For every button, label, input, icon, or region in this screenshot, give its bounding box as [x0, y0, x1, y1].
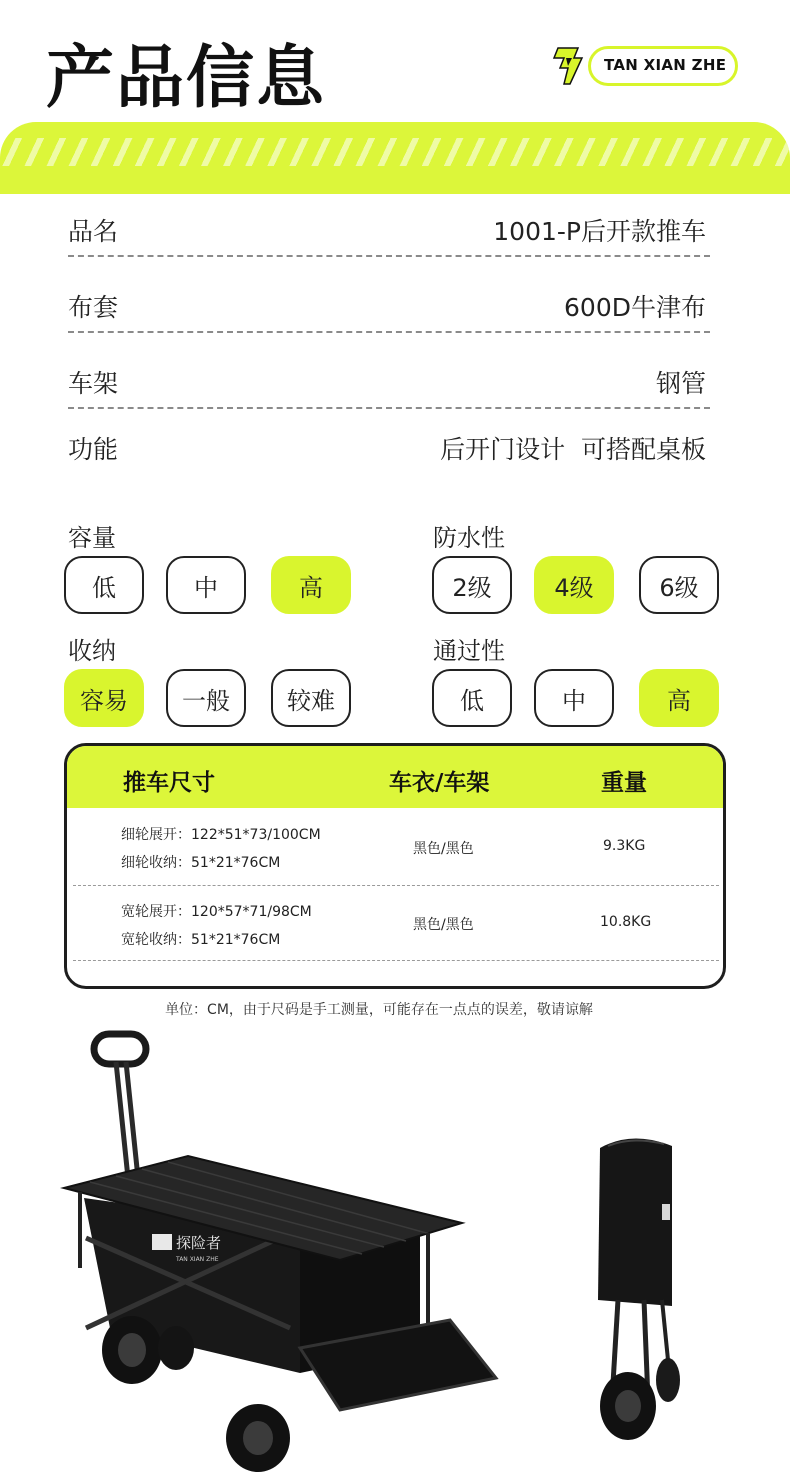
divider: [68, 331, 710, 333]
spec-row-name: [68, 212, 710, 252]
waterproof-option: 4级: [534, 556, 614, 614]
table-header: [67, 746, 726, 808]
folded-cover: [598, 1138, 672, 1306]
row-weight: 10.8KG: [600, 914, 652, 930]
spec-row-fabric: [68, 288, 710, 328]
brand-name: TAN XIAN ZHE: [604, 56, 727, 74]
passability-title: 通过性: [433, 637, 505, 665]
spec-value: 600D牛津布: [564, 293, 706, 322]
cart-folded-photo: [588, 1130, 688, 1445]
table-divider: [73, 960, 719, 961]
waterproof-option: 2级: [432, 556, 512, 614]
header-size: 推车尺寸: [123, 770, 215, 796]
product-logo-icon: [152, 1234, 172, 1250]
storage-option: 一般: [166, 669, 246, 727]
folded-wheel: [600, 1372, 656, 1440]
front-wheel: [226, 1404, 290, 1472]
header-color: 车衣/车架: [389, 770, 490, 796]
spec-row-frame: [68, 364, 710, 404]
spec-row-function: [68, 430, 710, 470]
size-fold: 细轮收纳：51*21*76CM: [121, 855, 281, 871]
folded-label: [662, 1204, 670, 1220]
product-logo-cn: 探险者: [176, 1234, 222, 1252]
storage-option: 较难: [271, 669, 351, 727]
small-wheel: [158, 1326, 194, 1370]
waterproof-title: 防水性: [433, 524, 505, 552]
divider: [68, 407, 710, 409]
waterproof-option: 6级: [639, 556, 719, 614]
spec-value: 后开门设计 可搭配桌板: [440, 435, 706, 464]
product-logo-en: TAN XIAN ZHE: [176, 1256, 219, 1263]
measurement-note: 单位：CM，由于尺码是手工测量，可能存在一点点的误差，敬请谅解: [165, 1002, 593, 1018]
table-divider: [73, 885, 719, 886]
size-open: 细轮展开：122*51*73/100CM: [121, 827, 321, 843]
storage-option: 容易: [64, 669, 144, 727]
capacity-title: 容量: [68, 524, 116, 552]
row-weight: 9.3KG: [603, 838, 646, 854]
size-fold: 宽轮收纳：51*21*76CM: [121, 932, 281, 948]
storage-title: 收纳: [68, 637, 116, 665]
spec-value: 1001-P后开款推车: [493, 217, 706, 246]
passability-option: 高: [639, 669, 719, 727]
spec-label: 功能: [68, 435, 119, 464]
cart-open-photo: [50, 1028, 510, 1473]
brand-badge: [548, 44, 740, 88]
spec-label: 车架: [68, 369, 119, 398]
band-stripes: [0, 138, 790, 166]
capacity-option: 高: [271, 556, 351, 614]
spec-label: 布套: [68, 293, 119, 322]
capacity-option: 低: [64, 556, 144, 614]
accent-band: [0, 122, 790, 194]
size-open: 宽轮展开：120*57*71/98CM: [121, 904, 312, 920]
cart-handle: [94, 1034, 146, 1064]
spec-label: 品名: [68, 217, 119, 246]
row-color: 黑色/黑色: [413, 841, 474, 857]
header-weight: 重量: [601, 770, 647, 796]
passability-option: 低: [432, 669, 512, 727]
passability-option: 中: [534, 669, 614, 727]
capacity-option: 中: [166, 556, 246, 614]
divider: [68, 255, 710, 257]
size-table: [64, 743, 726, 989]
page-title: 产品信息: [46, 39, 327, 118]
rear-wheel: [102, 1316, 162, 1384]
row-color: 黑色/黑色: [413, 917, 474, 933]
brand-logo-icon: [548, 44, 596, 88]
spec-value: 钢管: [655, 369, 706, 398]
